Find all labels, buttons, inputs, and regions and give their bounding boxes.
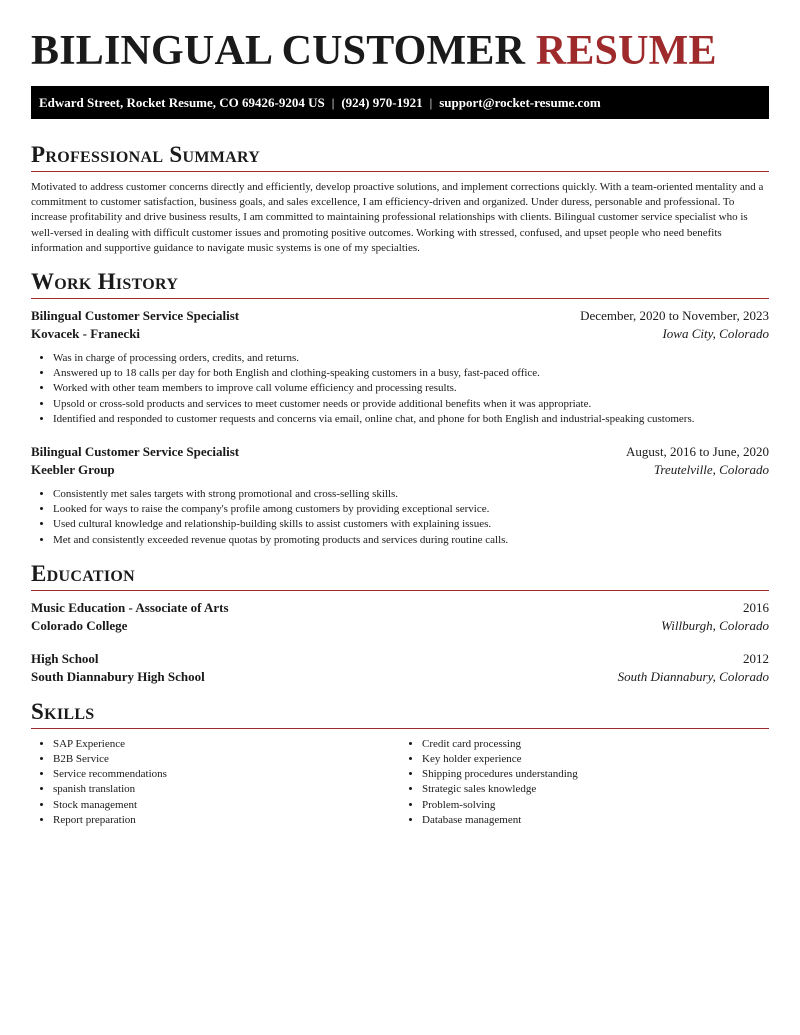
contact-phone: (924) 970-1921 (341, 95, 423, 110)
skill-item: • Service recommendations (53, 767, 400, 782)
resume-title (31, 0, 769, 86)
job-dates: August, 2016 to June, 2020 (626, 444, 769, 460)
job-company-row (31, 461, 769, 479)
skill-item: • spanish translation (53, 782, 400, 797)
list-item: • Consistently met sales targets with strong promotional and cross-selling skills. (53, 487, 769, 502)
section-title-skills: Skills (31, 698, 95, 724)
list-item: • Answered up to 18 calls per day for both English and clothing-speaking customers in a busy, fast-paced office. (53, 366, 769, 381)
skill-item: • SAP Experience (53, 737, 400, 752)
contact-separator: | (331, 95, 335, 110)
skill-item: • Shipping procedures understanding (422, 767, 769, 782)
skill-item: • Strategic sales knowledge (422, 782, 769, 797)
education-section (31, 560, 769, 686)
education-location: South Diannabury, Colorado (617, 668, 769, 684)
list-item: • Met and consistently exceeded revenue quotas by promoting products and services during routine calls. (53, 533, 769, 548)
job-role: Bilingual Customer Service Specialist (31, 444, 240, 460)
education-header-row (31, 599, 769, 617)
contact-bar (31, 86, 769, 119)
section-divider (31, 728, 769, 729)
list-item: • Looked for ways to raise the company's profile among customers by providing exceptional service. (53, 502, 769, 517)
skills-list-left (31, 737, 400, 828)
education-year: 2012 (743, 650, 769, 666)
education-school: South Diannabury High School (31, 668, 205, 684)
skill-item: • Problem-solving (422, 798, 769, 813)
job-company-row (31, 325, 769, 343)
job-dates: December, 2020 to November, 2023 (580, 308, 769, 324)
education-school-row (31, 668, 769, 686)
list-item: • Upsold or cross-sold products and services to meet customer needs or provide additional benefits when it was appropriate. (53, 397, 769, 412)
job-company: Keebler Group (31, 462, 115, 478)
contact-email[interactable]: support@rocket-resume.com (439, 95, 601, 110)
education-location: Willburgh, Colorado (661, 617, 769, 633)
education-header-row (31, 650, 769, 668)
section-title-summary: Professional Summary (31, 142, 261, 167)
resume-page (31, 0, 769, 828)
title-main: BILINGUAL CUSTOMER (31, 28, 526, 74)
summary-section (31, 141, 769, 256)
skill-item: • Report preparation (53, 813, 400, 828)
job-header-row (31, 443, 769, 461)
section-divider (31, 171, 769, 172)
title-accent: RESUME (535, 28, 717, 74)
education-school-row (31, 617, 769, 635)
job-company: Kovacek - Franecki (31, 326, 141, 342)
job-bullets (31, 487, 769, 548)
education-school: Colorado College (31, 617, 128, 633)
list-item: • Was in charge of processing orders, credits, and returns. (53, 351, 769, 366)
education-year: 2016 (743, 599, 769, 615)
summary-text: Motivated to address customer concerns directly and efficiently, develop proactive solutions, and implement corrections quickly. With a team-oriented mentality and a commitment to customer satisfaction, business goals, and sales excellence, I am efficiency-driven and organized. Under duress, personable and professional. To increase profitability and drive business results, I am committed to maintaining professional relationships with clients. Bilingual customer service specialist who is well-versed in dealing with difficult customer issues and promoting positive outcomes. Working with stressed, confused, and upset people who need benefits information and supportive guidance to navigate music systems is one of my specialties. (31, 181, 764, 254)
education-degree: High School (31, 650, 99, 666)
job-location: Treutelville, Colorado (653, 462, 769, 478)
education-degree: Music Education - Associate of Arts (31, 599, 229, 615)
contact-address: Edward Street, Rocket Resume, CO 69426-9204 US (39, 95, 325, 110)
work-history-section (31, 268, 769, 548)
section-title-work: Work History (31, 269, 179, 295)
job-entry (31, 443, 769, 548)
skills-columns (31, 737, 769, 828)
job-role: Bilingual Customer Service Specialist (31, 308, 240, 324)
job-location: Iowa City, Colorado (662, 326, 769, 342)
list-item: • Used cultural knowledge and relationship-building skills to assist customers with explaining issues. (53, 517, 769, 532)
skill-item: • B2B Service (53, 752, 400, 767)
list-item: • Worked with other team members to improve call volume efficiency and processing results. (53, 381, 769, 396)
skills-list-right (400, 737, 769, 828)
skill-item: • Database management (422, 813, 769, 828)
section-divider (31, 590, 769, 591)
section-title-education: Education (31, 560, 135, 586)
section-divider (31, 298, 769, 299)
skill-item: • Stock management (53, 798, 400, 813)
skill-item: • Credit card processing (422, 737, 769, 752)
job-entry (31, 307, 769, 427)
education-entry (31, 650, 769, 686)
education-entry (31, 599, 769, 635)
skill-item: • Key holder experience (422, 752, 769, 767)
job-header-row (31, 307, 769, 325)
skills-section (31, 698, 769, 828)
job-bullets (31, 351, 769, 427)
contact-separator: | (429, 95, 433, 110)
list-item: • Identified and responded to customer requests and concerns via email, online chat, and phone for both English and industrial-speaking customers. (53, 412, 769, 427)
